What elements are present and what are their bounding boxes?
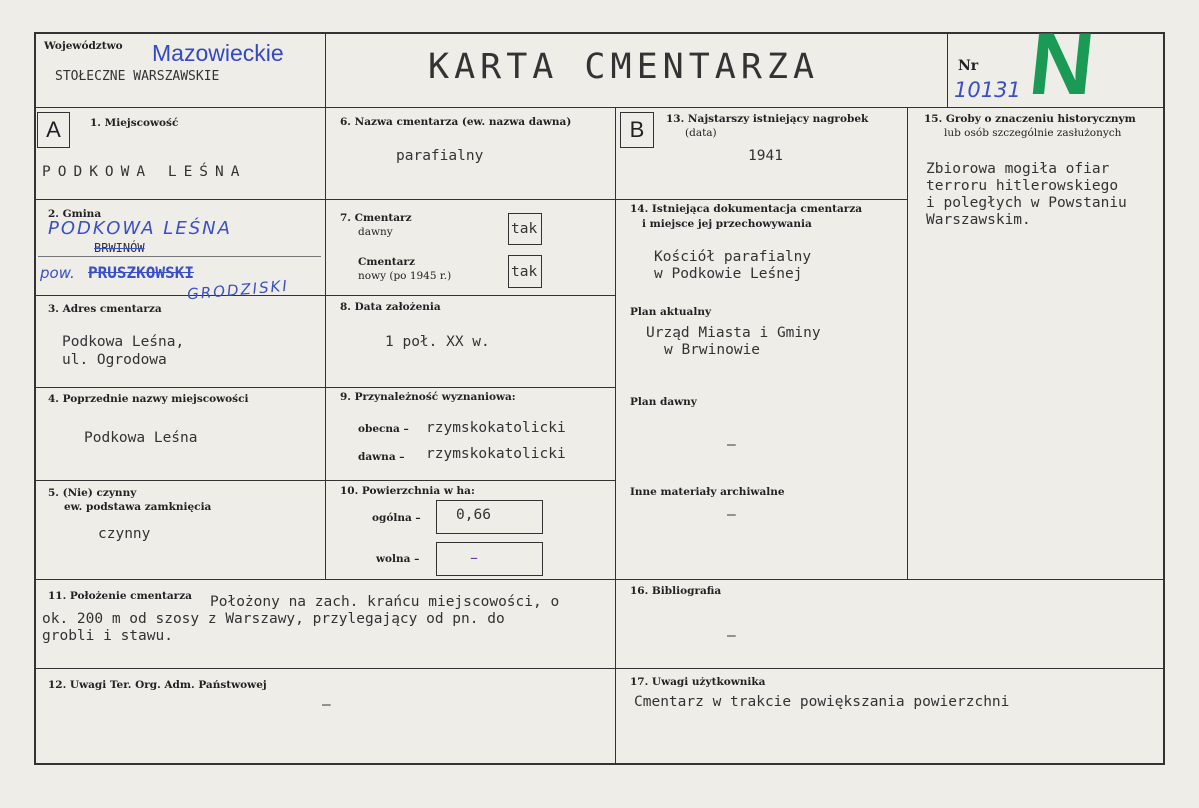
field-5-label-line2: ew. podstawa zamknięcia (64, 501, 212, 513)
field-3-value-line2: ul. Ogrodowa (62, 352, 167, 368)
field-10-total-value: 0,66 (456, 507, 491, 523)
field-6-label: 6. Nazwa cmentarza (ew. nazwa dawna) (340, 116, 572, 128)
field-11-label: 11. Położenie cmentarza (48, 590, 192, 602)
divider (34, 668, 1165, 669)
field-5-label-line1: 5. (Nie) czynny (48, 487, 137, 499)
field-2-label: 2. Gmina (48, 208, 102, 220)
field-14-label-line2: i miejsce jej przechowywania (642, 218, 812, 230)
field-7-old-value: tak (511, 221, 538, 237)
field-7-old-label-line2: dawny (358, 226, 393, 238)
field-9-current-label: obecna – (358, 423, 409, 435)
field-13-label-line1: 13. Najstarszy istniejący nagrobek (666, 113, 869, 125)
divider (34, 107, 1165, 108)
divider (38, 256, 321, 257)
field-10-free-value: – (470, 548, 478, 567)
field-5-value: czynny (98, 526, 151, 542)
field-3-label: 3. Adres cmentarza (48, 303, 162, 315)
field-13-value: 1941 (748, 148, 783, 164)
field-7-new-label-line1: Cmentarz (358, 256, 415, 268)
field-15-label-line2: lub osób szczególnie zasłużonych (944, 127, 1122, 139)
voivodeship-label: Województwo (44, 40, 123, 52)
field-11-value-line3: grobli i stawu. (42, 628, 173, 644)
field-2-pow-handwritten: pow. (40, 264, 75, 282)
stamp-letter: N (1024, 14, 1099, 113)
divider (34, 480, 615, 481)
field-16-value: – (727, 628, 736, 644)
voivodeship-handwritten: Mazowieckie (152, 40, 284, 66)
field-9-former-label: dawna – (358, 451, 405, 463)
field-1-label: 1. Miejscowość (90, 117, 179, 129)
nr-label: Nr (958, 58, 979, 74)
field-11-value-line2: ok. 200 m od szosy z Warszawy, przylegający od pn. do (42, 611, 505, 627)
field-7-new-value: tak (511, 264, 538, 280)
field-14-label-line1: 14. Istniejąca dokumentacja cmentarza (630, 203, 863, 215)
plan-former-label: Plan dawny (630, 396, 697, 408)
field-17-label: 17. Uwagi użytkownika (630, 676, 766, 688)
field-8-label: 8. Data założenia (340, 301, 441, 313)
field-16-label: 16. Bibliografia (630, 585, 722, 597)
field-6-value: parafialny (396, 148, 484, 164)
divider (34, 579, 1165, 580)
field-15-value-line3: i poległych w Powstaniu (926, 195, 1127, 211)
field-9-current-value: rzymskokatolicki (426, 420, 566, 436)
plan-current-line2: w Brwinowie (664, 342, 761, 358)
field-10-label: 10. Powierzchnia w ha: (340, 485, 475, 497)
section-b-marker: B (620, 112, 654, 148)
field-14-value-line1: Kościół parafialny (654, 249, 812, 265)
field-13-label-line2: (data) (685, 127, 717, 139)
divider (615, 107, 616, 765)
divider (907, 107, 908, 580)
divider (34, 199, 907, 200)
plan-current-label: Plan aktualny (630, 306, 712, 318)
field-9-former-value: rzymskokatolicki (426, 446, 566, 462)
field-15-value-line1: Zbiorowa mogiła ofiar (926, 161, 1110, 177)
field-14-value-line2: w Podkowie Leśnej (654, 266, 803, 282)
field-2-struck-powiat: PRUSZKOWSKI (88, 263, 194, 282)
field-11-value-line1: Położony na zach. krańcu miejscowości, o (210, 594, 560, 610)
divider (325, 32, 326, 580)
field-4-label: 4. Poprzednie nazwy miejscowości (48, 393, 249, 405)
nr-value: 10131 (954, 78, 1021, 102)
field-4-value: Podkowa Leśna (84, 430, 198, 446)
other-materials-label: Inne materiały archiwalne (630, 486, 785, 498)
field-15-value-line2: terroru hitlerowskiego (926, 178, 1119, 194)
voivodeship-typed: STOŁECZNE WARSZAWSKIE (55, 69, 220, 84)
field-12-value: – (322, 697, 331, 713)
field-8-value: 1 poł. XX w. (385, 334, 490, 350)
divider (34, 387, 615, 388)
field-7-old-label-line1: 7. Cmentarz (340, 212, 412, 224)
plan-former-value: – (727, 437, 736, 453)
section-a-marker: A (37, 112, 70, 148)
field-2-handwritten-powiat: GRODZISKI (186, 276, 290, 304)
field-7-new-label-line2: nowy (po 1945 r.) (358, 270, 452, 282)
field-2-handwritten-gmina: PODKOWA LEŚNA (48, 218, 232, 239)
divider (947, 32, 948, 108)
field-10-free-label: wolna – (376, 553, 420, 565)
plan-current-line1: Urząd Miasta i Gminy (646, 325, 821, 341)
other-materials-value: – (727, 507, 736, 523)
card-title: KARTA CMENTARZA (428, 47, 820, 87)
field-9-label: 9. Przynależność wyznaniowa: (340, 391, 516, 403)
field-10-total-label: ogólna – (372, 512, 421, 524)
field-15-value-line4: Warszawskim. (926, 212, 1031, 228)
field-10-free-box (436, 542, 543, 576)
field-15-label-line1: 15. Groby o znaczeniu historycznym (924, 113, 1136, 125)
field-12-label: 12. Uwagi Ter. Org. Adm. Państwowej (48, 679, 267, 691)
divider (34, 295, 615, 296)
field-17-value: Cmentarz w trakcie powiększania powierzchni (634, 694, 1010, 710)
field-3-value-line1: Podkowa Leśna, (62, 334, 185, 350)
field-2-struck-gmina: BRWINÓW (94, 241, 145, 255)
field-1-value: PODKOWA LEŚNA (42, 164, 247, 180)
